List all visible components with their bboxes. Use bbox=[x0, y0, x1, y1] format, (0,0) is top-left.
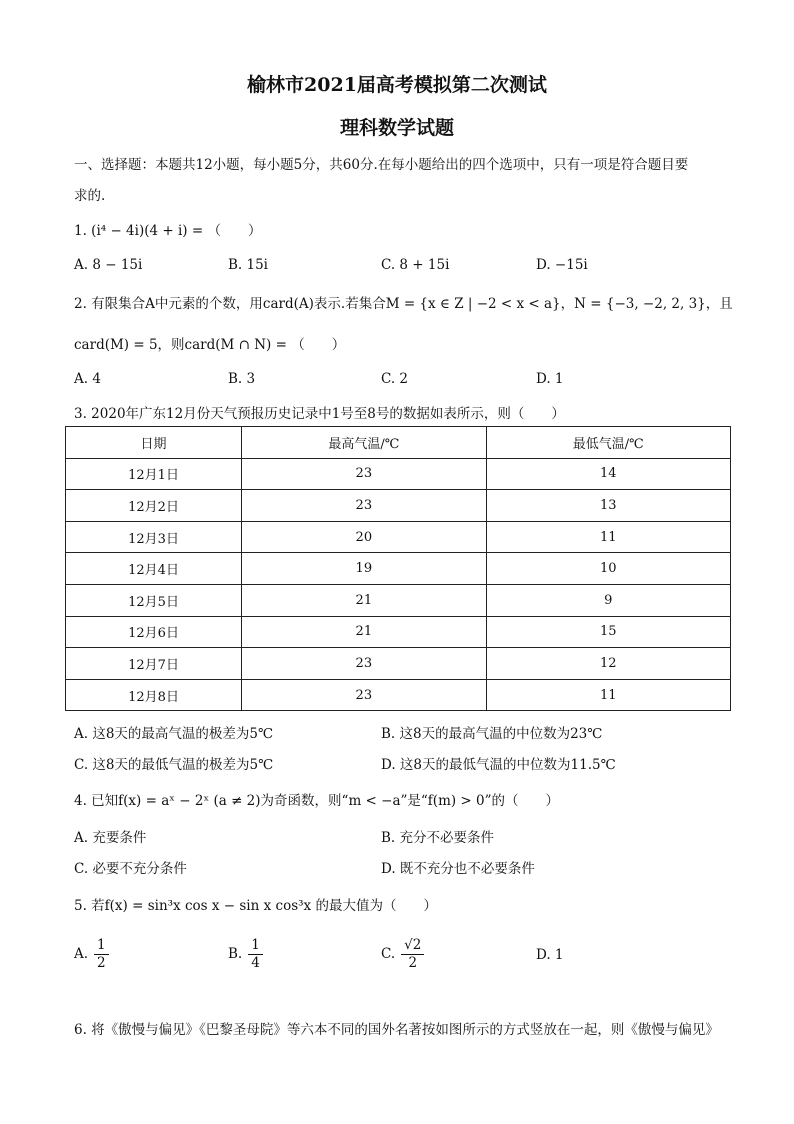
cell-low: 14 bbox=[486, 458, 730, 490]
table-header-row bbox=[66, 427, 731, 459]
table-row bbox=[66, 584, 731, 616]
fraction-denominator: 2 bbox=[408, 955, 418, 971]
q3-option-a: A. 这8天的最高气温的极差为5℃ bbox=[74, 726, 274, 742]
q1-option-c: C. 8 + 15i bbox=[381, 257, 450, 273]
cell-date: 12月7日 bbox=[66, 648, 242, 680]
q1-option-d: D. −15i bbox=[536, 257, 588, 273]
table-row bbox=[66, 679, 731, 711]
section-instructions-line1: 一、选择题：本题共12小题，每小题5分，共60分.在每小题给出的四个选项中，只有一项是符合题目要 bbox=[74, 157, 689, 173]
q4-option-b: B. 充分不必要条件 bbox=[381, 830, 495, 846]
cell-date: 12月6日 bbox=[66, 616, 242, 648]
table-row bbox=[66, 490, 731, 522]
q2-option-b: B. 3 bbox=[228, 371, 256, 387]
fraction-denominator: 4 bbox=[251, 955, 260, 971]
q5-option-a-label: A. bbox=[74, 946, 89, 962]
header-date: 日期 bbox=[66, 427, 242, 459]
cell-low: 13 bbox=[486, 490, 730, 522]
q4-option-a: A. 充要条件 bbox=[74, 830, 147, 846]
cell-date: 12月2日 bbox=[66, 490, 242, 522]
q1-option-a: A. 8 − 15i bbox=[74, 257, 143, 273]
q1-option-b: B. 15i bbox=[228, 257, 268, 273]
cell-date: 12月8日 bbox=[66, 679, 242, 711]
table-row bbox=[66, 553, 731, 585]
cell-low: 12 bbox=[486, 648, 730, 680]
cell-date: 12月3日 bbox=[66, 521, 242, 553]
table-row bbox=[66, 521, 731, 553]
q5-option-d: D. 1 bbox=[536, 947, 564, 963]
q5-stem: 5. 若f(x) = sin³x cos x − sin x cos³x 的最大值为（ ） bbox=[74, 898, 437, 914]
fraction-denominator: 2 bbox=[97, 955, 106, 971]
q5-option-b-label: B. bbox=[228, 946, 243, 962]
cell-high: 23 bbox=[242, 490, 486, 522]
table-row bbox=[66, 616, 731, 648]
q3-option-c: C. 这8天的最低气温的极差为5℃ bbox=[74, 757, 274, 773]
cell-high: 23 bbox=[242, 679, 486, 711]
q3-option-b: B. 这8天的最高气温的中位数为23℃ bbox=[381, 726, 603, 742]
q2-option-d: D. 1 bbox=[536, 371, 564, 387]
q1-stem: 1. (i⁴ − 4i)(4 + i) = （ ） bbox=[74, 223, 262, 239]
cell-high: 19 bbox=[242, 553, 486, 585]
q4-option-d: D. 既不充分也不必要条件 bbox=[381, 861, 535, 877]
table-row bbox=[66, 648, 731, 680]
q3-stem: 3. 2020年广东12月份天气预报历史记录中1号至8号的数据如表所示，则（ ） bbox=[74, 406, 565, 422]
q4-stem: 4. 已知f(x) = aˣ − 2ˣ (a ≠ 2)为奇函数，则“m < −a”是“f(m) > 0”的（ ） bbox=[74, 793, 560, 809]
q5-option-c bbox=[381, 937, 424, 972]
cell-date: 12月4日 bbox=[66, 553, 242, 585]
exam-subtitle: 理科数学试题 bbox=[339, 117, 454, 139]
q5-option-c-fraction bbox=[401, 937, 424, 972]
q3-option-d: D. 这8天的最低气温的中位数为11.5℃ bbox=[381, 757, 616, 773]
exam-title: 榆林市2021届高考模拟第二次测试 bbox=[247, 74, 547, 96]
q5-option-a bbox=[74, 937, 109, 972]
cell-high: 23 bbox=[242, 648, 486, 680]
cell-high: 21 bbox=[242, 584, 486, 616]
q4-option-c: C. 必要不充分条件 bbox=[74, 861, 187, 877]
weather-table bbox=[65, 426, 731, 711]
q2-stem-line2: card(M) = 5，则card(M ∩ N) = （ ） bbox=[74, 337, 346, 353]
section-instructions-line2: 求的. bbox=[74, 188, 106, 204]
q2-stem-line1: 2. 有限集合A中元素的个数，用card(A)表示.若集合M = {x ∈ Z | −2 < x < a}，N = {−3, −2, 2, 3}，且 bbox=[74, 296, 733, 312]
cell-low: 11 bbox=[486, 521, 730, 553]
header-high-temp: 最高气温/℃ bbox=[242, 427, 486, 459]
cell-low: 15 bbox=[486, 616, 730, 648]
q5-option-c-label: C. bbox=[381, 946, 396, 962]
header-low-temp: 最低气温/℃ bbox=[486, 427, 730, 459]
cell-low: 9 bbox=[486, 584, 730, 616]
cell-date: 12月5日 bbox=[66, 584, 242, 616]
q5-option-b-fraction bbox=[248, 937, 263, 972]
fraction-numerator: 1 bbox=[94, 937, 109, 955]
table-row bbox=[66, 458, 731, 490]
q2-option-a: A. 4 bbox=[74, 371, 101, 387]
cell-high: 23 bbox=[242, 458, 486, 490]
fraction-numerator: √2 bbox=[401, 937, 424, 955]
cell-high: 21 bbox=[242, 616, 486, 648]
cell-high: 20 bbox=[242, 521, 486, 553]
cell-low: 11 bbox=[486, 679, 730, 711]
q5-option-a-fraction bbox=[94, 937, 109, 972]
q2-option-c: C. 2 bbox=[381, 371, 409, 387]
cell-low: 10 bbox=[486, 553, 730, 585]
q6-stem: 6. 将《傲慢与偏见》《巴黎圣母院》等六本不同的国外名著按如图所示的方式竖放在一起，则《傲慢与偏见》 bbox=[74, 1022, 719, 1038]
fraction-numerator: 1 bbox=[248, 937, 263, 955]
cell-date: 12月1日 bbox=[66, 458, 242, 490]
q5-option-b bbox=[228, 937, 263, 972]
